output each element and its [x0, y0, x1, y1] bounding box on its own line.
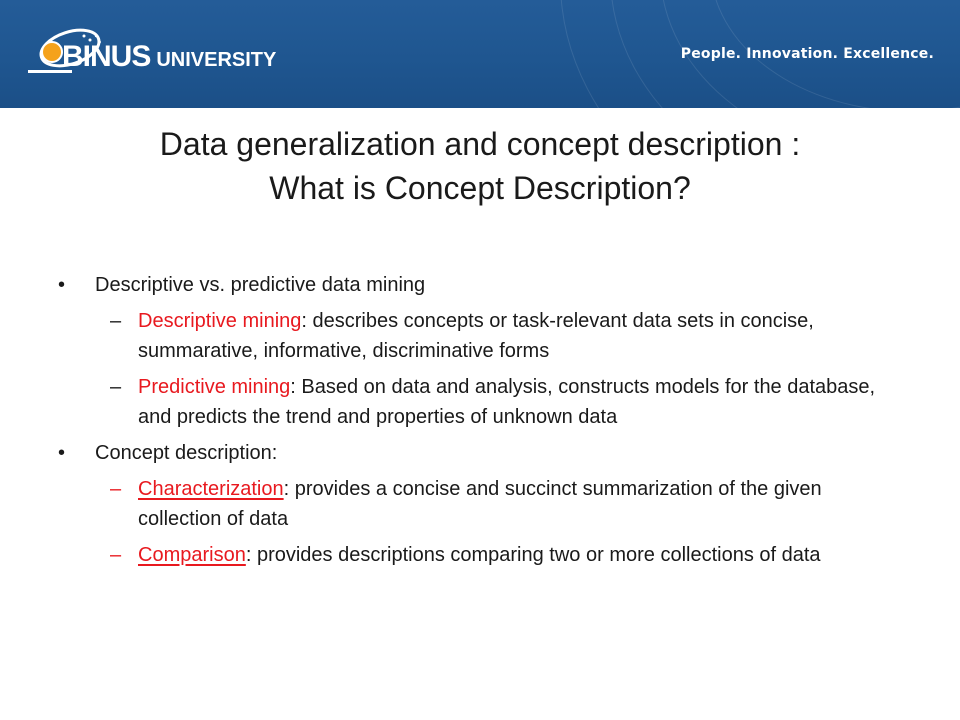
term-predictive-mining: Predictive mining [138, 376, 291, 398]
sub-bullet-text: : provides descriptions comparing two or more collections of data [245, 544, 821, 566]
logo-binus-text: BINUS [62, 40, 151, 73]
bullet-item [58, 270, 918, 300]
header-banner [0, 0, 960, 108]
slide-title-line-1: Data generalization and concept description : [159, 126, 801, 162]
tagline: People. Innovation. Excellence. [680, 46, 934, 62]
dash-icon: – [110, 544, 122, 566]
logo-wordmark [62, 40, 276, 74]
sub-bullet-item [58, 306, 898, 366]
term-comparison-link[interactable]: Comparison [138, 544, 246, 566]
sub-bullet-text: : provides a concise and succinct summarization of the given collection of data [138, 478, 822, 530]
logo-university-text: UNIVERSITY [156, 49, 277, 71]
term-characterization-link[interactable]: Characterization [138, 478, 284, 500]
sub-bullet-item [58, 474, 898, 534]
term-descriptive-mining: Descriptive mining [138, 310, 302, 332]
sub-bullet-text: : Based on data and analysis, constructs models for the database, and predicts the trend and properties of unknown data [138, 376, 876, 428]
bullet-item [58, 438, 918, 468]
dash-icon: – [110, 376, 122, 398]
bullet-text: Concept description: [95, 442, 278, 464]
bullet-text: Descriptive vs. predictive data mining [95, 274, 426, 296]
bullet-dot-icon: • [58, 274, 66, 296]
slide-title [60, 122, 900, 210]
bullet-dot-icon: • [58, 442, 66, 464]
slide-body [58, 270, 918, 576]
dash-icon: – [110, 310, 122, 332]
dash-icon: – [110, 478, 122, 500]
sub-bullet-text: : describes concepts or task-relevant data sets in concise, summarative, informative, discriminative forms [138, 310, 814, 362]
sub-bullet-item [58, 372, 898, 432]
slide-title-line-2: What is Concept Description? [269, 170, 691, 206]
sub-bullet-item [58, 540, 898, 570]
